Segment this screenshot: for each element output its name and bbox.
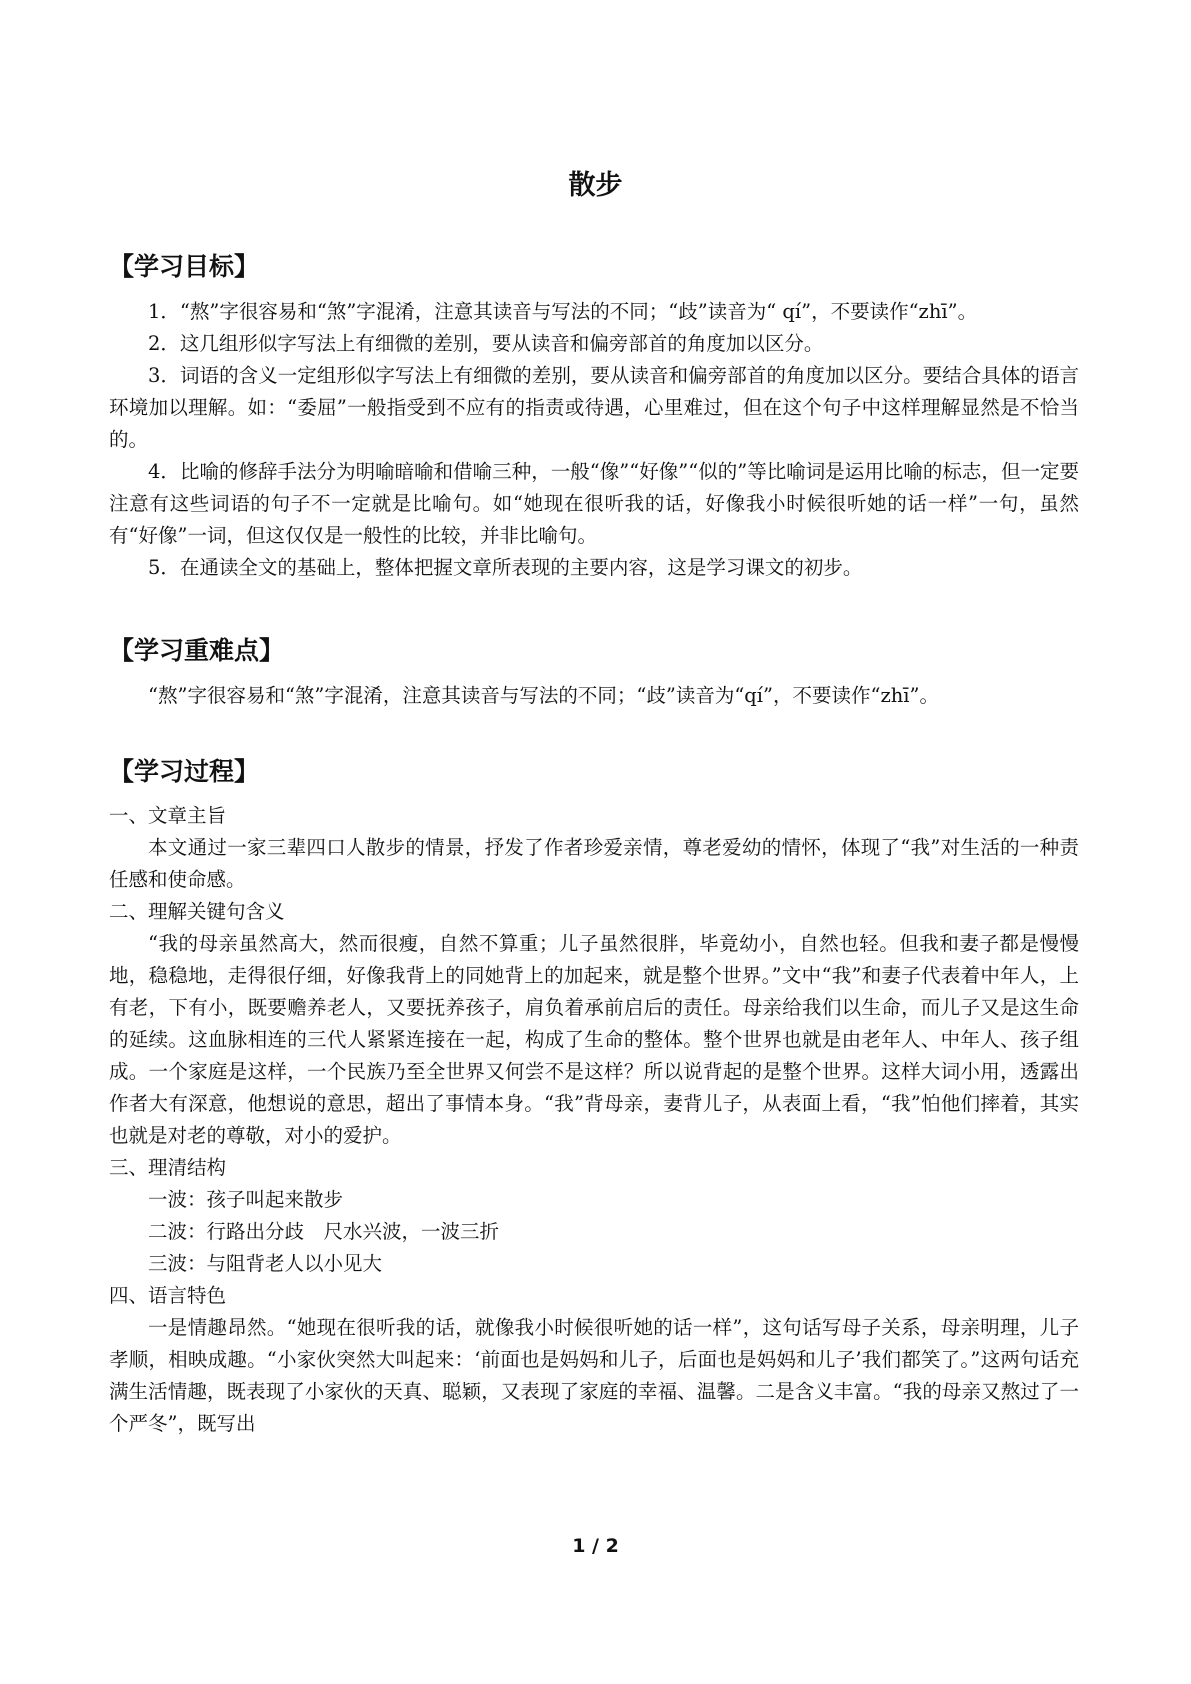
goals-list [109,296,1079,584]
structure-item-2: 二波：行路出分歧 尺水兴波，一波三折 [148,1220,500,1243]
section-heading-goals: 【学习目标】 [109,252,260,281]
key-points-text: “熬”字很容易和“煞”字混淆，注意其读音与写法的不同；“歧”读音为“qí”，不要读作“zhī”。 [148,684,939,707]
process-part-1-title: 一、文章主旨 [109,804,227,827]
structure-item-1: 一波：孩子叫起来散步 [148,1188,344,1211]
goal-item-5: 5．在通读全文的基础上，整体把握文章所表现的主要内容，这是学习课文的初步。 [148,556,863,579]
section-heading-process: 【学习过程】 [109,757,260,786]
goal-item-4: 4．比喻的修辞手法分为明喻暗喻和借喻三种，一般“像”“好像”“似的”等比喻词是运用比喻的标志，但一定要注意有这些词语的句子不一定就是比喻句。如“她现在很听我的话，好像我小时候很听她的话一样”一句，虽然有“好像”一词，但这仅仅是一般性的比较，并非比喻句。 [109,460,1079,547]
goal-item-2: 2．这几组形似字写法上有细微的差别，要从读音和偏旁部首的角度加以区分。 [148,332,824,355]
goal-item-1: 1．“熬”字很容易和“煞”字混淆，注意其读音与写法的不同；“歧”读音为“ qí”，不要读作“zhī”。 [148,300,978,323]
process-block [109,800,1079,1440]
process-part-4-text: 一是情趣昂然。“她现在很听我的话，就像我小时候很听她的话一样”，这句话写母子关系，母亲明理，儿子孝顺，相映成趣。“小家伙突然大叫起来：‘前面也是妈妈和儿子，后面也是妈妈和儿子’我们都笑了。”这两句话充满生活情趣，既表现了小家伙的天真、聪颖，又表现了家庭的幸福、温馨。二是含义丰富。“我的母亲又熬过了一个严冬”，既写出 [109,1316,1079,1435]
document-title: 散步 [568,170,623,201]
process-part-3-title: 三、理清结构 [109,1156,227,1179]
process-part-4-title: 四、语言特色 [109,1284,227,1307]
structure-item-3: 三波：与阻背老人以小见大 [148,1252,383,1275]
page-number: 1 / 2 [572,1535,619,1557]
process-part-2-text: “我的母亲虽然高大，然而很瘦，自然不算重；儿子虽然很胖，毕竟幼小，自然也轻。但我和妻子都是慢慢地，稳稳地，走得很仔细，好像我背上的同她背上的加起来，就是整个世界。”文中“我”和妻子代表着中年人，上有老，下有小，既要赡养老人，又要抚养孩子，肩负着承前启后的责任。母亲给我们以生命，而儿子又是这生命的延续。这血脉相连的三代人紧紧连接在一起，构成了生命的整体。整个世界也就是由老年人、中年人、孩子组成。一个家庭是这样，一个民族乃至全世界又何尝不是这样？所以说背起的是整个世界。这样大词小用，透露出作者大有深意，他想说的意思，超出了事情本身。“我”背母亲，妻背儿子，从表面上看，“我”怕他们摔着，其实也就是对老的尊敬，对小的爱护。 [109,932,1079,1147]
process-part-1-text: 本文通过一家三辈四口人散步的情景，抒发了作者珍爱亲情，尊老爱幼的情怀，体现了“我”对生活的一种责任感和使命感。 [109,836,1079,891]
key-points-block [109,680,1079,712]
goal-item-3: 3．词语的含义一定组形似字写法上有细微的差别，要从读音和偏旁部首的角度加以区分。要结合具体的语言环境加以理解。如：“委屈”一般指受到不应有的指责或待遇，心里难过，但在这个句子中这样理解显然是不恰当的。 [109,364,1079,451]
process-part-2-title: 二、理解关键句含义 [109,900,285,923]
section-heading-key-points: 【学习重难点】 [109,636,285,665]
